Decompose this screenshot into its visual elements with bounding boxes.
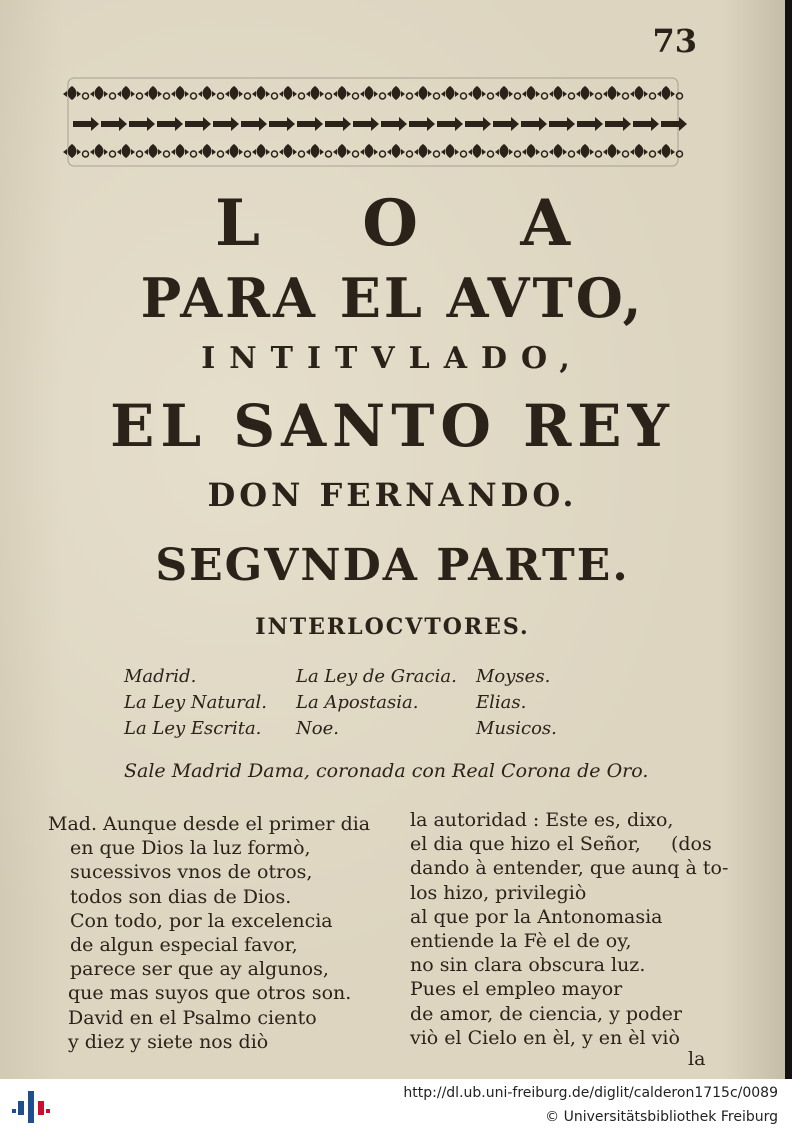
cast-item: La Ley de Gracia. <box>296 666 457 687</box>
verse-line: Mad. Aunque desde el primer dia <box>48 813 371 835</box>
verse-line: al que por la Antonomasia <box>410 905 663 928</box>
interlocutores-heading: INTERLOCVTORES. <box>255 614 530 640</box>
verse-line: y diez y siete nos diò <box>68 1030 269 1053</box>
verse-line: entiende la Fè el de oy, <box>410 930 632 953</box>
verse-line: David en el Psalmo ciento <box>68 1006 317 1029</box>
verse-line: parece ser que ay algunos, <box>70 958 329 981</box>
verse-line: Pues el empleo mayor <box>410 978 623 1001</box>
stage-direction: Sale Madrid Dama, coronada con Real Corona de Oro. <box>124 760 649 782</box>
verse-line: la autoridad : Este es, dixo, <box>410 809 674 831</box>
title-intitulado: INTITVLADO, <box>201 341 584 376</box>
cast-item: Elias. <box>476 692 527 713</box>
title-loa: L O A <box>215 186 610 261</box>
verse-line: Con todo, por la excelencia <box>70 909 333 932</box>
verse-line: en que Dios la luz formò, <box>70 837 311 860</box>
cast-item: Musicos. <box>476 718 557 739</box>
verse-line: de algun especial favor, <box>70 934 298 957</box>
title-para-el-auto: PARA EL AVTO, <box>140 266 645 330</box>
verse-line: dando à entender, que aunq à to- <box>410 857 729 880</box>
verse-line: los hizo, privilegiò <box>410 881 587 904</box>
verse-line: sucessivos vnos de otros, <box>70 861 313 884</box>
verse-line: el dia que hizo el Señor, (dos <box>410 833 712 856</box>
cast-item: La Apostasia. <box>296 692 419 713</box>
catchword: la <box>688 1048 706 1070</box>
source-url-link[interactable]: http://dl.ub.uni-freiburg.de/diglit/calderon1715c/0089 <box>403 1085 778 1101</box>
title-segunda-parte: SEGVNDA PARTE. <box>155 540 630 591</box>
printers-ornament-band <box>40 72 705 172</box>
cast-item: Madrid. <box>124 666 197 687</box>
verse-column-left <box>48 812 370 1054</box>
title-don-fernando: DON FERNANDO. <box>207 476 578 514</box>
verse-column-right <box>410 808 728 1050</box>
book-spine-edge <box>785 0 792 1079</box>
verse-line: todos son dias de Dios. <box>70 885 292 908</box>
viewer-footer <box>0 1079 792 1135</box>
verse-line: viò el Cielo en èl, y en èl viò <box>410 1026 680 1049</box>
library-logo-icon <box>12 1087 50 1127</box>
cast-item: La Ley Natural. <box>124 692 268 713</box>
cast-item: Moyses. <box>476 666 551 687</box>
cast-item: La Ley Escrita. <box>124 718 262 739</box>
copyright-notice: © Universitätsbibliothek Freiburg <box>545 1109 778 1125</box>
verse-line: que mas suyos que otros son. <box>68 982 352 1005</box>
cast-item: Noe. <box>296 718 339 739</box>
verse-line: de amor, de ciencia, y poder <box>410 1002 682 1025</box>
page-number: 73 <box>652 22 697 60</box>
verse-line: no sin clara obscura luz. <box>410 954 646 977</box>
title-el-santo-rey: EL SANTO REY <box>110 392 675 460</box>
